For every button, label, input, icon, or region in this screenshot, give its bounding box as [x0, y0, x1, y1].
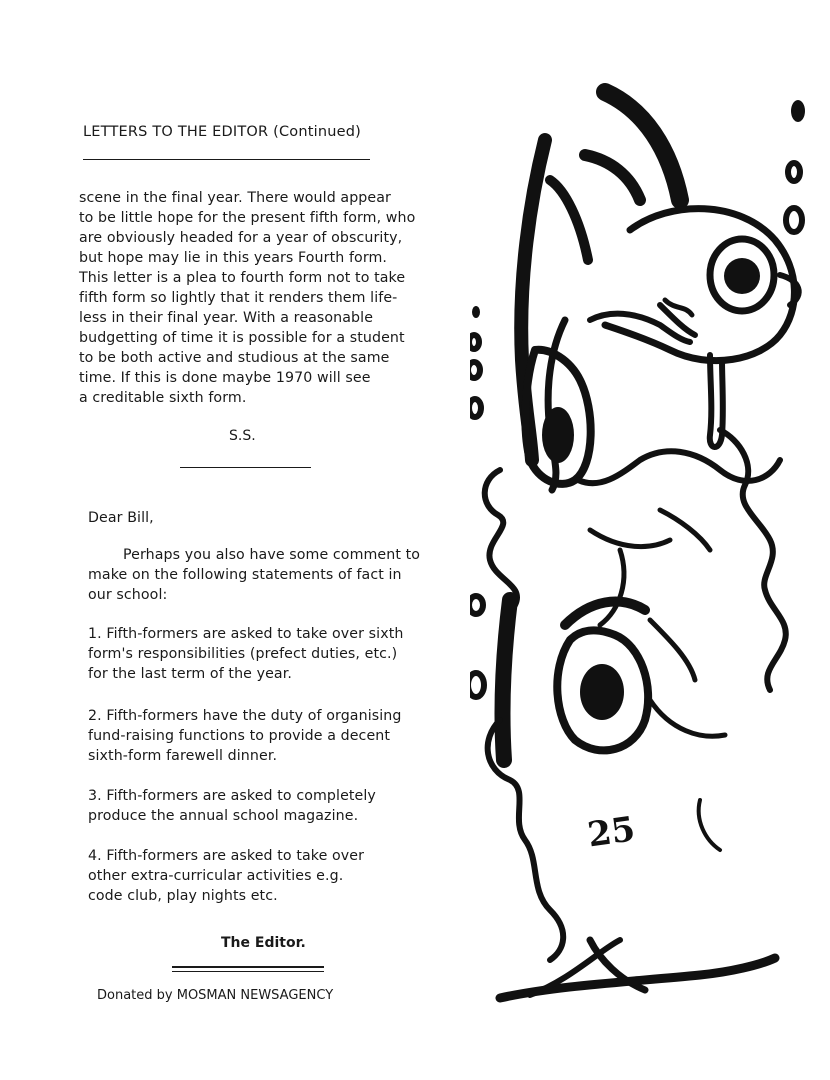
page-heading: LETTERS TO THE EDITOR (Continued) [83, 124, 362, 140]
text-line: but hope may lie in this years Fourth form. [79, 250, 388, 266]
letter2-intro [88, 545, 420, 605]
text-line: to be both active and studious at the same [79, 350, 390, 366]
double-rule-top [172, 966, 324, 968]
text-line: Perhaps you also have some comment to [123, 547, 421, 563]
letter1-signature: S.S. [229, 428, 256, 444]
text-line: code club, play nights etc. [88, 888, 278, 904]
double-rule-bottom [172, 971, 324, 972]
text-line: make on the following statements of fact in [88, 567, 402, 583]
donated-by-credit: Donated by MOSMAN NEWSAGENCY [97, 988, 334, 1003]
illustration-caption: 25 [585, 809, 638, 856]
text-line: This letter is a plea to fourth form not to take [79, 270, 406, 286]
point-3 [88, 786, 376, 826]
heading-rule [83, 159, 370, 160]
text-line: less in their final year. With a reasonable [79, 310, 374, 326]
text-line: 3. Fifth-formers are asked to completely [88, 788, 376, 804]
point-2 [88, 706, 401, 766]
text-line: sixth-form farewell dinner. [88, 748, 278, 764]
text-line: other extra-curricular activities e.g. [88, 868, 344, 884]
cartoon-illustration [470, 80, 830, 1015]
signature-rule [180, 467, 311, 468]
text-line: budgetting of time it is possible for a student [79, 330, 405, 346]
text-line: produce the annual school magazine. [88, 808, 359, 824]
text-line: 1. Fifth-formers are asked to take over sixth [88, 626, 404, 642]
text-line: a creditable sixth form. [79, 390, 247, 406]
text-line: are obviously headed for a year of obscurity, [79, 230, 403, 246]
text-line: scene in the final year. There would appear [79, 190, 391, 206]
text-line: fifth form so lightly that it renders them life- [79, 290, 398, 306]
text-line: 4. Fifth-formers are asked to take over [88, 848, 365, 864]
text-line: to be little hope for the present fifth form, who [79, 210, 416, 226]
salutation: Dear Bill, [88, 510, 154, 526]
letter1-body [79, 188, 415, 408]
text-line: fund-raising functions to provide a decent [88, 728, 391, 744]
point-4 [88, 846, 364, 906]
text-line: form's responsibilities (prefect duties, etc.) [88, 646, 398, 662]
point-1 [88, 624, 403, 684]
text-line: our school: [88, 587, 168, 603]
text-line: for the last term of the year. [88, 666, 292, 682]
text-line: 2. Fifth-formers have the duty of organising [88, 708, 402, 724]
text-line: time. If this is done maybe 1970 will see [79, 370, 371, 386]
editor-signature: The Editor. [221, 935, 306, 951]
